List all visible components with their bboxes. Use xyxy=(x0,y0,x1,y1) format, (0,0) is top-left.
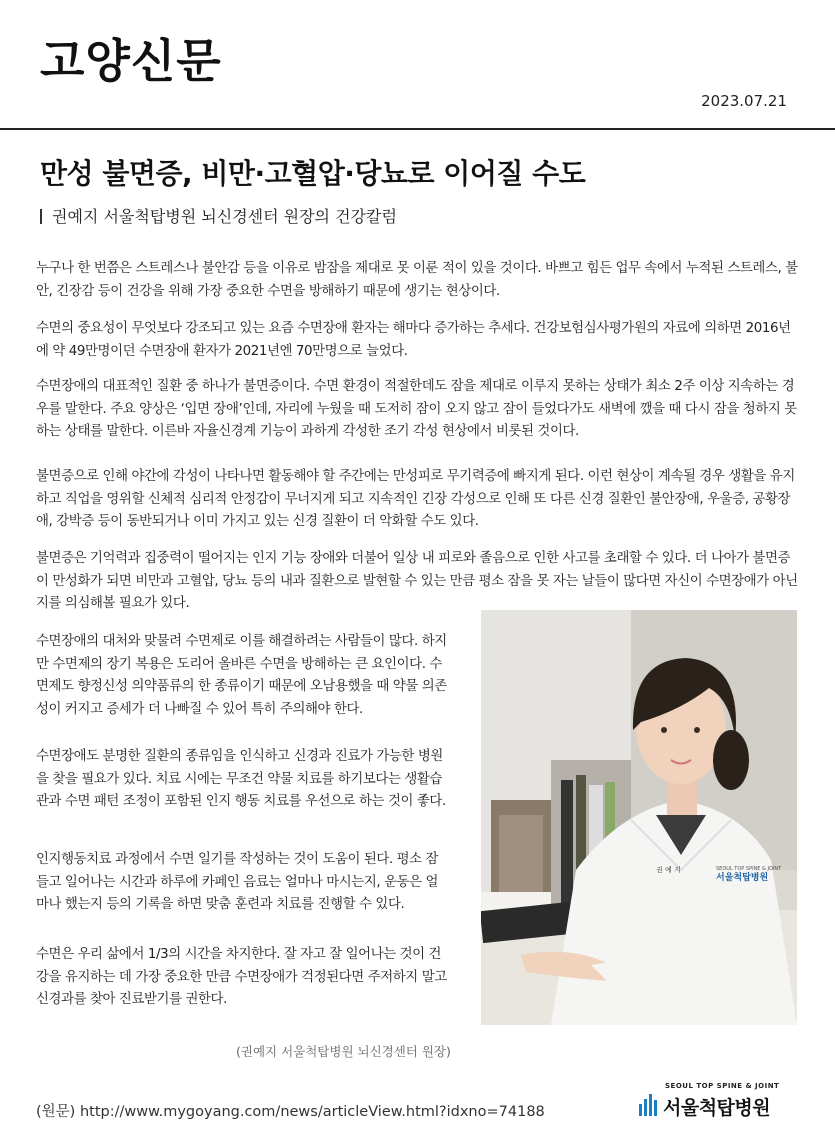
logo-subtitle: SEOUL TOP SPINE & JOINT xyxy=(665,1082,780,1090)
subhead-bar xyxy=(40,209,42,224)
logo-name: 서울척탑병원 xyxy=(663,1097,771,1119)
paragraph-9: 수면은 우리 삶에서 1/3의 시간을 차지한다. 잘 자고 잘 일어나는 것이 건강을 유지하는 데 가장 중요한 만큼 수면장애가 걱정된다면 주저하지 말고 신경과를 찾아 진료받기를 권한다. xyxy=(36,947,447,1007)
logo-bars-icon xyxy=(639,1094,659,1116)
gown-badge-main: 서울척탑병원 xyxy=(716,873,769,883)
paragraph-5: 불면증은 기억력과 집중력이 떨어지는 인지 기능 장애와 더불어 일상 내 피로와 졸음으로 인한 사고를 초래할 수 있다. 더 나아가 불면증이 만성화가 되면 비만과 고혈압, 당뇨 등의 내과 질환으로 발현할 수 있는 만큼 평소 잠을 못 자는 날들이 많다면 자신이 수면장애가 아닌지를 의심해볼 필요가 있다. xyxy=(36,551,798,611)
article-subhead xyxy=(40,204,397,227)
article-headline: 만성 불면증, 비만·고혈압·당뇨로 이어질 수도 xyxy=(40,157,586,190)
subhead-text: 권예지 서울척탑병원 뇌신경센터 원장의 건강칼럼 xyxy=(52,207,397,226)
paragraph-2: 수면의 중요성이 무엇보다 강조되고 있는 요즘 수면장애 환자는 해마다 증가하는 추세다. 건강보험심사평가원의 자료에 의하면 2016년에 약 49만명이던 수면장애 환자가 2021년엔 70만명으로 늘었다. xyxy=(36,321,791,359)
hospital-logo xyxy=(639,1080,795,1120)
paragraph-1: 누구나 한 번쯤은 스트레스나 불안감 등을 이유로 밤잠을 제대로 못 이룬 적이 있을 것이다. 바쁘고 힘든 업무 속에서 누적된 스트레스, 불안, 긴장감 등이 건강을 위해 가장 중요한 수면을 방해하기 때문에 생기는 현상이다. xyxy=(36,261,798,299)
paragraph-7: 수면장애도 분명한 질환의 종류임을 인식하고 신경과 진료가 가능한 병원을 찾을 필요가 있다. 치료 시에는 무조건 약물 치료를 하기보다는 생활습관과 수면 패턴 조정이 포함된 인지 행동 치료를 우선으로 하는 것이 좋다. xyxy=(36,749,446,809)
source-url[interactable]: http://www.mygoyang.com/news/articleView.html?idxno=74188 xyxy=(79,1104,545,1120)
publish-date: 2023.07.21 xyxy=(701,92,787,110)
paragraph-6: 수면장애의 대처와 맞물려 수면제로 이를 해결하려는 사람들이 많다. 하지만 수면제의 장기 복용은 도리어 올바른 수면을 방해하는 큰 요인이다. 수면제도 향정신성 의약품류의 한 종류이기 때문에 오남용했을 때 약물 의존성이 커지고 증세가 더 나빠질 수 있어 특히 주의해야 한다. xyxy=(36,634,447,717)
source-link[interactable] xyxy=(36,1100,545,1121)
photo-caption: (권예지 서울척탑병원 뇌신경센터 원장) xyxy=(236,1044,451,1059)
source-label: (원문) xyxy=(36,1104,76,1120)
paragraph-8: 인지행동치료 과정에서 수면 일기를 작성하는 것이 도움이 된다. 평소 잠들고 일어나는 시간과 하루에 카페인 음료는 얼마나 마시는지, 운동은 얼마나 했는지 등의 기록을 하면 맞춤 훈련과 치료를 진행할 수 있다. xyxy=(36,852,439,912)
paragraph-3: 수면장애의 대표적인 질환 중 하나가 불면증이다. 수면 환경이 적절한데도 잠을 제대로 이루지 못하는 상태가 최소 2주 이상 지속하는 경우를 말한다. 주요 양상은 ‘입면 장애’인데, 자리에 누웠을 때 도저히 잠이 오지 않고 잠이 들었다가도 새벽에 깼을 때 다시 잠을 청하지 못하는 상태를 말한다. 이른바 자율신경계 기능이 과하게 각성한 조기 각성 현상에서 비롯된 것이다. xyxy=(36,379,797,439)
header-divider xyxy=(0,128,835,130)
masthead: 고양신문 xyxy=(40,34,222,88)
gown-badge-small: SEOUL TOP SPINE & JOINT xyxy=(716,866,782,872)
portrait-photo xyxy=(481,610,797,1025)
gown-name-tag: 권 예 지 xyxy=(656,866,681,874)
paragraph-4: 불면증으로 인해 야간에 각성이 나타나면 활동해야 할 주간에는 만성피로 무기력증에 빠지게 된다. 이런 현상이 계속될 경우 생활을 유지하고 직업을 영위할 신체적 심리적 안정감이 무너지게 되고 지속적인 긴장 각성으로 인해 또 다른 신경 질환인 불안장애, 우울증, 공황장애, 강박증 등이 동반되거나 이미 가지고 있는 신경 질환이 더 악화할 수도 있다. xyxy=(36,469,795,529)
